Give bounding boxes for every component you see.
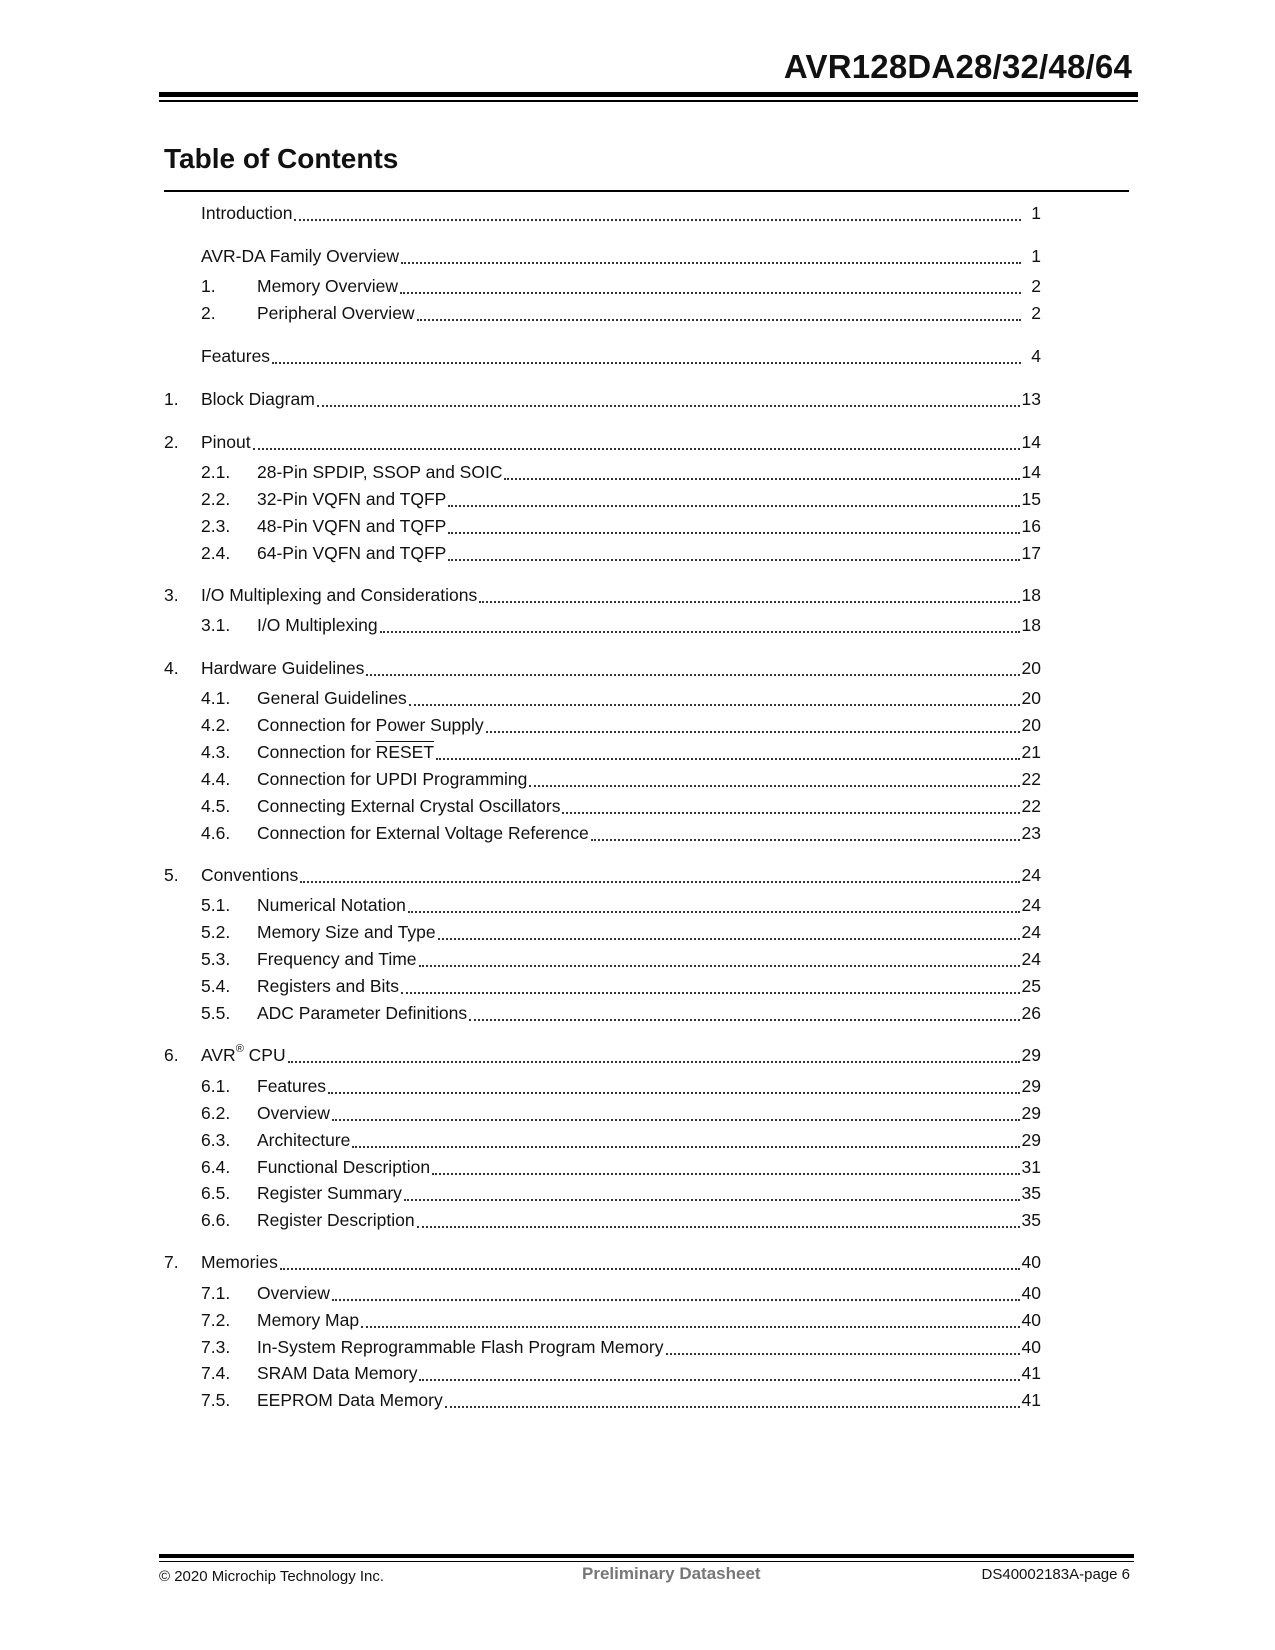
dot-leader xyxy=(436,746,1019,760)
toc-entry-title: Block Diagram xyxy=(201,389,315,409)
toc-entry-title: 28-Pin SPDIP, SSOP and SOIC xyxy=(257,462,503,482)
toc-entry[interactable] xyxy=(164,513,1041,537)
toc-entry-title: Frequency and Time xyxy=(257,949,417,969)
toc-entry-page: 29 xyxy=(1021,1076,1041,1096)
toc-entry-number: 2.4. xyxy=(201,543,231,563)
registered-mark: ® xyxy=(235,1043,244,1056)
toc-entry[interactable] xyxy=(164,200,1041,224)
toc-entry[interactable] xyxy=(164,712,1041,736)
toc-entry-page: 16 xyxy=(1021,516,1041,536)
toc-entry-page: 24 xyxy=(1021,922,1041,942)
toc-entry-title: Memory Map xyxy=(257,1310,360,1330)
dot-leader xyxy=(419,953,1020,967)
toc-entry[interactable] xyxy=(164,919,1041,943)
toc-entry-number: 7.3. xyxy=(201,1337,231,1357)
toc-entry[interactable] xyxy=(164,1249,1041,1273)
toc-entry[interactable] xyxy=(164,343,1041,367)
toc-entry[interactable] xyxy=(164,793,1041,817)
toc-entry-title: Peripheral Overview xyxy=(257,303,415,323)
toc-entry-page: 35 xyxy=(1021,1183,1041,1203)
toc-entry[interactable] xyxy=(164,243,1041,267)
toc-entry-number: 7.1. xyxy=(201,1283,231,1303)
toc-entry-page: 29 xyxy=(1021,1130,1041,1150)
footer-copyright: © 2020 Microchip Technology Inc. xyxy=(159,1568,385,1585)
dot-leader xyxy=(288,1049,1020,1063)
dot-leader xyxy=(404,1187,1020,1201)
toc-entry-page: 18 xyxy=(1021,615,1041,635)
toc-entry-number: 4. xyxy=(164,658,179,678)
toc-entry[interactable] xyxy=(164,1073,1041,1097)
toc-entry-title: 48-Pin VQFN and TQFP xyxy=(257,516,447,536)
toc-entry[interactable] xyxy=(164,459,1041,483)
toc-entry[interactable] xyxy=(164,685,1041,709)
toc-entry-page: 4 xyxy=(1031,346,1041,366)
toc-entry-title: In-System Reprogrammable Flash Program Memory xyxy=(257,1337,664,1357)
dot-leader xyxy=(294,207,1021,221)
toc-entry-title: AVR-DA Family Overview xyxy=(201,246,400,266)
toc-entry-page: 20 xyxy=(1021,658,1041,678)
toc-entry-title: 64-Pin VQFN and TQFP xyxy=(257,543,447,563)
toc-entry-title: Features xyxy=(257,1076,327,1096)
dot-leader xyxy=(666,1341,1020,1355)
toc-entry-page: 24 xyxy=(1021,949,1041,969)
toc-entry-title: Memory Overview xyxy=(257,276,398,296)
toc-entry-title: AVR® CPU xyxy=(201,1043,286,1065)
toc-entry-number: 6.1. xyxy=(201,1076,231,1096)
toc-entry-page: 22 xyxy=(1021,769,1041,789)
toc-entry-number: 3.1. xyxy=(201,615,231,635)
dot-leader xyxy=(591,827,1020,841)
toc-entry-page: 15 xyxy=(1021,489,1041,509)
toc-entry[interactable] xyxy=(164,1360,1041,1384)
toc-entry-page: 41 xyxy=(1021,1390,1041,1410)
toc-entry-title: EEPROM Data Memory xyxy=(257,1390,443,1410)
toc-entry-number: 5.3. xyxy=(201,949,231,969)
dot-leader xyxy=(328,1080,1019,1094)
toc-entry-number: 1. xyxy=(164,389,179,409)
toc-entry-title: Pinout xyxy=(201,432,251,452)
dot-leader xyxy=(529,773,1019,787)
toc-entry-page: 40 xyxy=(1021,1283,1041,1303)
dot-leader xyxy=(366,662,1019,676)
dot-leader xyxy=(448,493,1019,507)
toc-entry-number: 2.2. xyxy=(201,489,231,509)
toc-entry-number: 6.6. xyxy=(201,1210,231,1230)
toc-entry-number: 6.4. xyxy=(201,1157,231,1177)
toc-entry-title: Connecting External Crystal Oscillators xyxy=(257,796,561,816)
toc-entry-title: Register Summary xyxy=(257,1183,402,1203)
toc-heading-rule xyxy=(164,190,1129,192)
toc-entry-page: 13 xyxy=(1021,389,1041,409)
toc-entry[interactable] xyxy=(164,429,1041,453)
toc-entry[interactable] xyxy=(164,1000,1041,1024)
toc-entry-number: 7.4. xyxy=(201,1363,231,1383)
toc-entry-page: 21 xyxy=(1021,742,1041,762)
dot-leader xyxy=(401,250,1021,264)
toc-entry-number: 6.5. xyxy=(201,1183,231,1203)
toc-entry-title: Connection for UPDI Programming xyxy=(257,769,528,789)
toc-entry-title: Memory Size and Type xyxy=(257,922,436,942)
toc-entry[interactable] xyxy=(164,820,1041,844)
toc-entry-number: 4.5. xyxy=(201,796,231,816)
toc-entry[interactable] xyxy=(164,1387,1041,1411)
toc-entry-page: 17 xyxy=(1021,543,1041,563)
toc-entry-number: 5.2. xyxy=(201,922,231,942)
toc-entry-number: 3. xyxy=(164,585,179,605)
toc-entry[interactable] xyxy=(164,739,1041,763)
toc-entry-page: 35 xyxy=(1021,1210,1041,1230)
toc-entry-number: 5.4. xyxy=(201,976,231,996)
dot-leader xyxy=(409,692,1020,706)
dot-leader xyxy=(479,589,1019,603)
toc-heading: Table of Contents xyxy=(164,143,399,174)
toc-entry-page: 40 xyxy=(1021,1310,1041,1330)
dot-leader xyxy=(448,547,1019,561)
toc-entry[interactable] xyxy=(164,540,1041,564)
dot-leader xyxy=(504,466,1019,480)
dot-leader xyxy=(361,1314,1019,1328)
dot-leader xyxy=(401,980,1020,994)
toc-entry-page: 26 xyxy=(1021,1003,1041,1023)
toc-entry-page: 14 xyxy=(1021,462,1041,482)
toc-entry-title: Overview xyxy=(257,1103,330,1123)
toc-entry-number: 4.1. xyxy=(201,688,231,708)
dot-leader xyxy=(280,1256,1020,1270)
toc-entry-number: 5.5. xyxy=(201,1003,231,1023)
toc-entry-page: 14 xyxy=(1021,432,1041,452)
toc-entry-number: 2.3. xyxy=(201,516,231,536)
toc-entry[interactable] xyxy=(164,273,1041,297)
toc-entry-page: 1 xyxy=(1031,203,1041,223)
toc-entry-number: 2. xyxy=(164,432,179,452)
toc-entry-title: I/O Multiplexing and Considerations xyxy=(201,585,478,605)
dot-leader xyxy=(419,1367,1019,1381)
toc-entry-number: 4.4. xyxy=(201,769,231,789)
toc-entry[interactable] xyxy=(164,1154,1041,1178)
dot-leader xyxy=(380,619,1020,633)
dot-leader xyxy=(438,926,1020,940)
toc-entry-page: 41 xyxy=(1021,1363,1041,1383)
toc-entry[interactable] xyxy=(164,300,1041,324)
toc-entry-title: General Guidelines xyxy=(257,688,407,708)
toc-entry-title: 32-Pin VQFN and TQFP xyxy=(257,489,447,509)
toc-entry[interactable] xyxy=(164,1207,1041,1231)
toc-entry-page: 18 xyxy=(1021,585,1041,605)
toc-entry-page: 40 xyxy=(1021,1252,1041,1272)
reset-overline-text: RESET xyxy=(375,742,435,762)
toc-entry-title: Register Description xyxy=(257,1210,415,1230)
toc-entry-number: 5. xyxy=(164,865,179,885)
toc-entry-page: 20 xyxy=(1021,688,1041,708)
toc-entry-page: 2 xyxy=(1031,303,1041,323)
toc-entry-title: Connection for RESET xyxy=(257,742,435,762)
toc-entry-title: Hardware Guidelines xyxy=(201,658,365,678)
toc-entry-page: 25 xyxy=(1021,976,1041,996)
toc-entry-title: Functional Description xyxy=(257,1157,431,1177)
toc-entry-page: 2 xyxy=(1031,276,1041,296)
dot-leader xyxy=(417,307,1021,321)
dot-leader xyxy=(300,869,1019,883)
toc-entry-title: Architecture xyxy=(257,1130,351,1150)
footer-page-number: DS40002183A-page 6 xyxy=(981,1566,1130,1583)
footer-status: Preliminary Datasheet xyxy=(582,1564,761,1583)
toc-entry[interactable] xyxy=(164,1127,1041,1151)
toc-entry-number: 4.2. xyxy=(201,715,231,735)
toc-entry-page: 22 xyxy=(1021,796,1041,816)
toc-entry-title: SRAM Data Memory xyxy=(257,1363,418,1383)
toc-entry-title: Overview xyxy=(257,1283,330,1303)
toc-entry-number: 2.1. xyxy=(201,462,231,482)
dot-leader xyxy=(417,1214,1020,1228)
toc-entry[interactable] xyxy=(164,1042,1041,1066)
toc-entry[interactable] xyxy=(164,655,1041,679)
toc-entry[interactable] xyxy=(164,1334,1041,1358)
toc-entry[interactable] xyxy=(164,766,1041,790)
toc-entry[interactable] xyxy=(164,1180,1041,1204)
toc-entry-page: 23 xyxy=(1021,823,1041,843)
dot-leader xyxy=(562,800,1019,814)
toc-entry[interactable] xyxy=(164,386,1041,410)
dot-leader xyxy=(445,1394,1020,1408)
toc-entry-number: 4.6. xyxy=(201,823,231,843)
toc-entry-page: 1 xyxy=(1031,246,1041,266)
toc-entry-title: ADC Parameter Definitions xyxy=(257,1003,468,1023)
toc-entry-number: 7. xyxy=(164,1252,179,1272)
toc-entry-page: 31 xyxy=(1021,1157,1041,1177)
toc-entry[interactable] xyxy=(164,973,1041,997)
toc-entry-title: Features xyxy=(201,346,271,366)
toc-entry-number: 7.5. xyxy=(201,1390,231,1410)
toc-entry[interactable] xyxy=(164,1100,1041,1124)
toc-entry-number: 1. xyxy=(201,276,216,296)
toc-entry[interactable] xyxy=(164,612,1041,636)
toc-entry-title: Memories xyxy=(201,1252,278,1272)
toc-entry-page: 29 xyxy=(1021,1103,1041,1123)
dot-leader xyxy=(332,1287,1020,1301)
toc-entry-title: Connection for Power Supply xyxy=(257,715,484,735)
toc-entry[interactable] xyxy=(164,892,1041,916)
dot-leader xyxy=(486,719,1020,733)
toc-entry-number: 4.3. xyxy=(201,742,231,762)
toc-entry-page: 40 xyxy=(1021,1337,1041,1357)
toc-entry-number: 5.1. xyxy=(201,895,231,915)
toc-entry[interactable] xyxy=(164,582,1041,606)
dot-leader xyxy=(400,280,1021,294)
toc-entry-title: Numerical Notation xyxy=(257,895,406,915)
toc-entry-page: 20 xyxy=(1021,715,1041,735)
dot-leader xyxy=(432,1161,1019,1175)
footer-rule-thin xyxy=(159,1561,1134,1562)
header-rule-thin xyxy=(159,100,1138,102)
toc-entry[interactable] xyxy=(164,862,1041,886)
dot-leader xyxy=(469,1007,1019,1021)
dot-leader xyxy=(408,899,1020,913)
footer-rule-thick xyxy=(159,1554,1134,1558)
dot-leader xyxy=(317,393,1020,407)
toc-entry-number: 7.2. xyxy=(201,1310,231,1330)
toc-entry-title: Conventions xyxy=(201,865,299,885)
dot-leader xyxy=(352,1134,1019,1148)
toc-entry-title: Registers and Bits xyxy=(257,976,400,996)
toc-entry-title: I/O Multiplexing xyxy=(257,615,378,635)
toc-entry-page: 24 xyxy=(1021,895,1041,915)
dot-leader xyxy=(448,520,1019,534)
toc-entry-number: 6.3. xyxy=(201,1130,231,1150)
dot-leader xyxy=(272,350,1021,364)
toc-entry[interactable] xyxy=(164,486,1041,510)
toc-entry[interactable] xyxy=(164,1280,1041,1304)
toc-entry-title: Introduction xyxy=(201,203,293,223)
toc-entry-page: 24 xyxy=(1021,865,1041,885)
toc-entry-title: Connection for External Voltage Reference xyxy=(257,823,589,843)
dot-leader xyxy=(253,436,1020,450)
toc-entry-number: 6.2. xyxy=(201,1103,231,1123)
header-rule-thick xyxy=(159,92,1138,97)
toc-entry-page: 29 xyxy=(1021,1045,1041,1065)
toc-entry-number: 2. xyxy=(201,303,216,323)
toc-entry[interactable] xyxy=(164,1307,1041,1331)
toc-entry[interactable] xyxy=(164,946,1041,970)
toc-entry-number: 6. xyxy=(164,1045,179,1065)
document-title: AVR128DA28/32/48/64 xyxy=(783,48,1132,85)
dot-leader xyxy=(332,1107,1020,1121)
